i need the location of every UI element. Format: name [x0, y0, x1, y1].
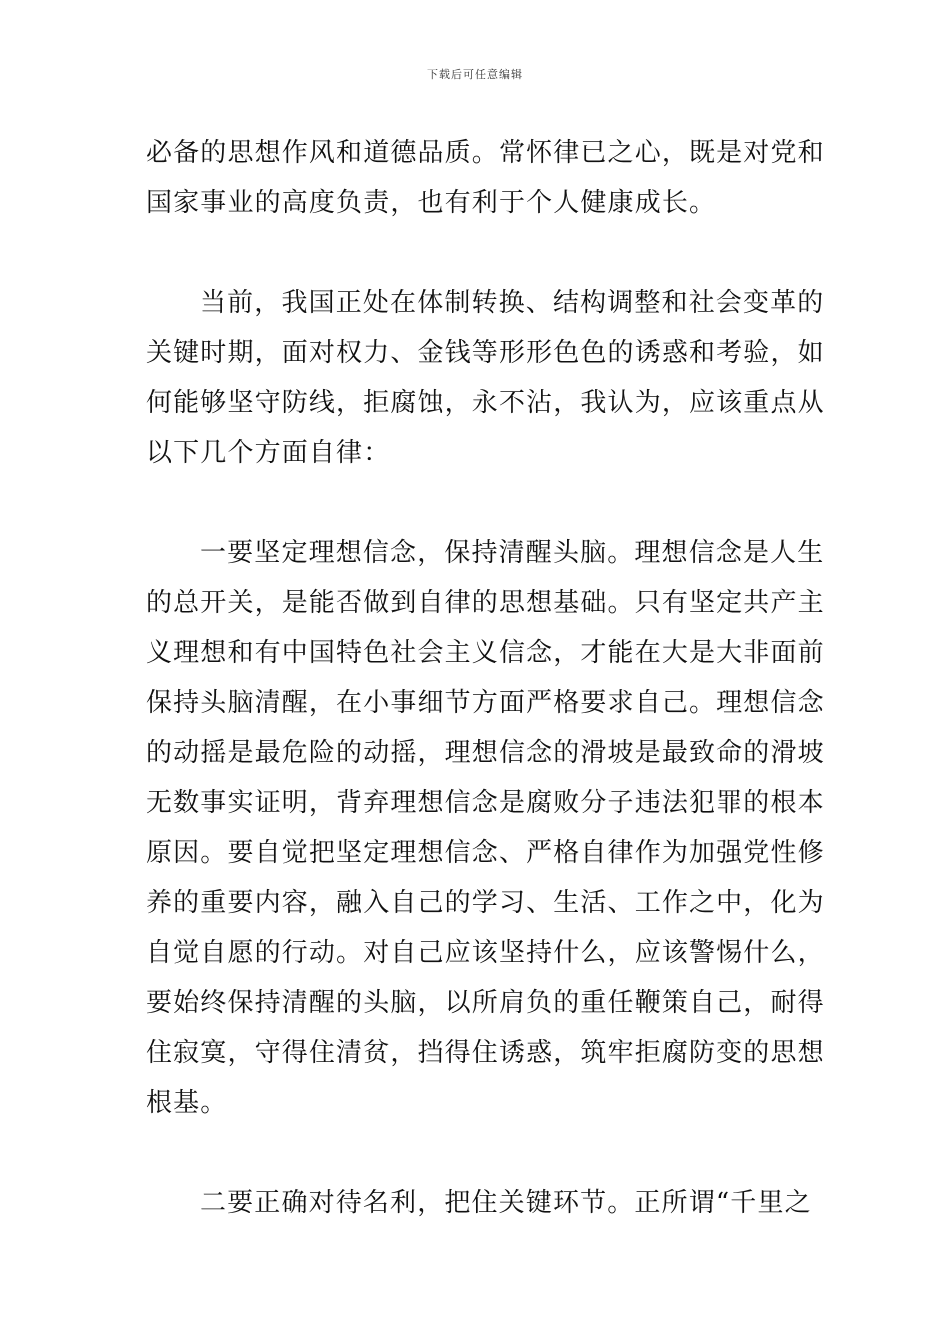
paragraph-3 [146, 528, 825, 1128]
paragraph-spacer [146, 228, 808, 278]
text-line: 根基。 [146, 1088, 228, 1118]
paragraph-spacer [146, 478, 808, 528]
text-line: 的总开关，是能否做到自律的思想基础。只有坚定共产主 [146, 588, 825, 618]
text-line: 的动摇是最危险的动摇，理想信念的滑坡是最致命的滑坡 [146, 738, 825, 768]
text-line-first: 一要坚定理想信念，保持清醒头脑。理想信念是人生 [200, 538, 825, 568]
text-line: 住寂寞，守得住清贫，挡得住诱惑，筑牢拒腐防变的思想 [146, 1038, 825, 1068]
text-line-first: 二要正确对待名利，把住关键环节。正所谓“千里之 [200, 1188, 812, 1218]
text-line: 义理想和有中国特色社会主义信念，才能在大是大非面前 [146, 638, 825, 668]
page-header: 下载后可任意编辑 [427, 68, 523, 81]
text-line: 国家事业的高度负责，也有利于个人健康成长。 [146, 188, 717, 218]
text-line: 要始终保持清醒的头脑，以所肩负的重任鞭策自己，耐得 [146, 988, 825, 1018]
text-line: 关键时期，面对权力、金钱等形形色色的诱惑和考验，如 [146, 338, 825, 368]
paragraph-spacer [146, 1128, 808, 1178]
document-body [146, 128, 825, 1228]
text-line-first: 当前，我国正处在体制转换、结构调整和社会变革的 [200, 288, 825, 318]
text-line: 原因。要自觉把坚定理想信念、严格自律作为加强党性修 [146, 838, 825, 868]
text-line: 何能够坚守防线，拒腐蚀，永不沾，我认为，应该重点从 [146, 388, 825, 418]
text-line: 自觉自愿的行动。对自己应该坚持什么，应该警惕什么， [146, 938, 825, 968]
paragraph-1 [146, 128, 825, 228]
paragraph-2 [146, 278, 825, 478]
text-line: 以下几个方面自律： [146, 438, 391, 468]
text-line: 无数事实证明，背弃理想信念是腐败分子违法犯罪的根本 [146, 788, 825, 818]
text-line: 养的重要内容，融入自己的学习、生活、工作之中，化为 [146, 888, 825, 918]
text-line: 保持头脑清醒，在小事细节方面严格要求自己。理想信念 [146, 688, 825, 718]
paragraph-4 [146, 1178, 812, 1228]
text-line: 必备的思想作风和道德品质。常怀律已之心，既是对党和 [146, 138, 825, 168]
